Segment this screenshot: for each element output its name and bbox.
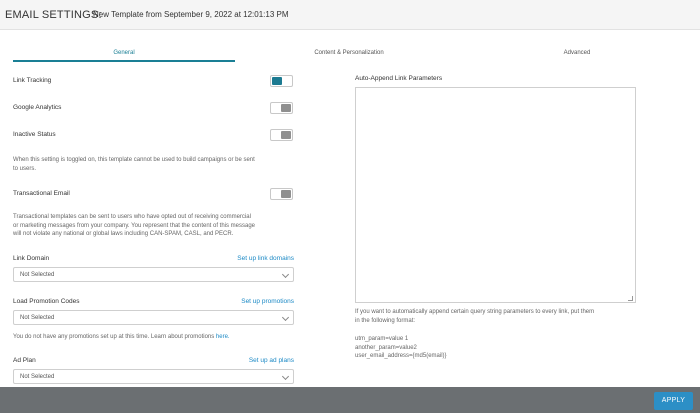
help-line: Transactional templates can be sent to users who have opted out of receiving commercial [13,214,251,220]
help-line: If you want to automatically append certain query string parameters to every link, put them [355,309,595,315]
footer-bar [0,387,700,413]
tab-advanced[interactable]: Advanced [563,50,591,56]
example-line: utm_param=value 1 [355,336,409,342]
inactive-status-help [13,156,303,173]
chevron-down-icon [282,373,289,380]
help-line: will not violate any national or global laws including CAN-SPAM, CASL, and PECR. [13,231,234,237]
promotions-help [13,333,303,342]
link-domain-label: Link Domain [13,255,50,262]
help-line: or marketing messages from your company. You represent that the content of this message [13,222,256,229]
help-text: You do not have any promotions set up at this time. Learn about promotions [13,334,215,340]
setup-link-domains-link[interactable]: Set up link domains [237,255,294,262]
setup-ad-plans-link[interactable]: Set up ad plans [248,357,294,364]
toggle-knob [281,104,291,112]
resize-handle-icon[interactable] [628,296,633,301]
google-analytics-label: Google Analytics [13,104,62,111]
toggle-knob [272,77,282,85]
google-analytics-toggle[interactable] [270,102,293,114]
link-tracking-label: Link Tracking [13,77,52,84]
auto-append-example [355,335,655,361]
inactive-status-label: Inactive Status [13,131,56,138]
ad-plan-label: Ad Plan [13,357,36,364]
transactional-email-label: Transactional Email [13,190,70,197]
toggle-knob [281,131,291,139]
help-line: to users. [13,165,37,172]
apply-button[interactable]: APPLY [654,392,693,410]
chevron-down-icon [282,271,289,278]
link-tracking-toggle[interactable] [270,75,293,87]
auto-append-help [355,308,655,325]
template-name: New Template from September 9, 2022 at 12:01:13 PM [93,10,289,19]
link-domain-select[interactable] [13,267,294,282]
help-line: When this setting is toggled on, this template cannot be used to build campaigns or be sent [13,157,255,163]
example-line: user_email_address={md5(email)} [355,353,447,359]
settings-tabs [0,46,700,62]
ad-plan-value: Not Selected [20,374,55,380]
inactive-status-toggle[interactable] [270,129,293,141]
promotion-codes-label: Load Promotion Codes [13,298,80,305]
setup-promotions-link[interactable]: Set up promotions [241,298,294,305]
auto-append-textarea[interactable] [355,87,636,303]
learn-promotions-link[interactable]: here. [215,334,230,340]
promotion-codes-value: Not Selected [20,315,55,321]
example-line: another_param=value2 [355,344,417,351]
help-line: in the following format: [355,317,416,324]
settings-header [0,0,700,30]
transactional-email-help [13,213,308,239]
tab-general[interactable]: General [13,46,235,62]
tab-content-personalization[interactable]: Content & Personalization [314,50,384,56]
promotion-codes-select[interactable] [13,310,294,325]
transactional-email-toggle[interactable] [270,188,293,200]
link-domain-value: Not Selected [20,272,55,278]
auto-append-label: Auto-Append Link Parameters [355,75,443,82]
page-title: EMAIL SETTINGS: [5,9,102,21]
chevron-down-icon [282,314,289,321]
toggle-knob [281,190,291,198]
ad-plan-select[interactable] [13,369,294,384]
